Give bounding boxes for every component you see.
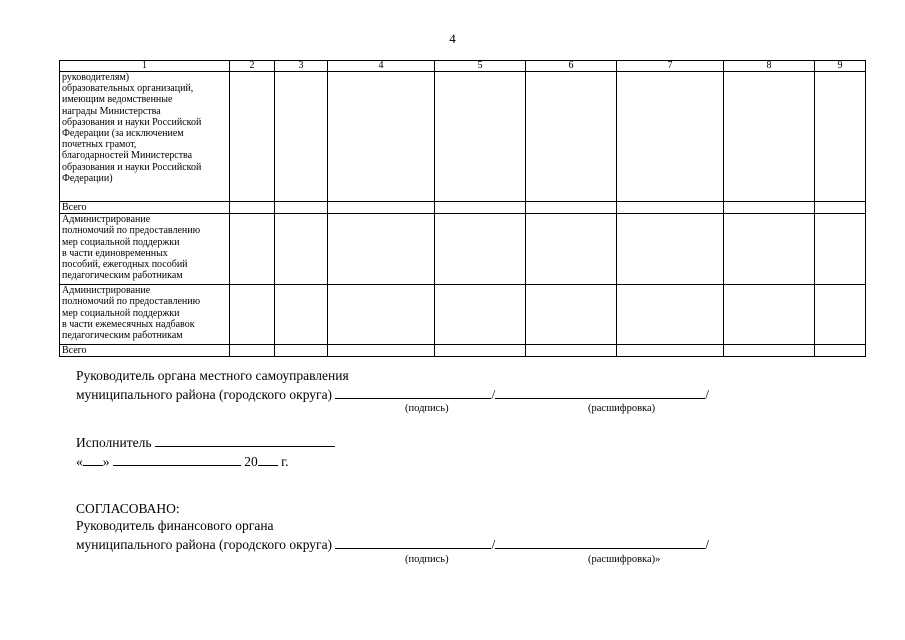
year-prefix: 20 <box>244 454 258 469</box>
table-cell <box>815 202 866 214</box>
decode-caption: (расшифровка)» <box>588 554 661 565</box>
table-cell <box>526 285 617 345</box>
table-cell <box>724 214 815 285</box>
executor-blank[interactable] <box>155 434 335 447</box>
table-cell <box>435 214 526 285</box>
row-label: Всего <box>60 345 230 357</box>
row-label: руководителям) образовательных организаций, имеющим ведомственные награды Министерства образования и науки Российской Федерации (за исключением почетных грамот, благодарностей Министерства образования и науки Российской Федерации) <box>60 72 230 202</box>
slash-separator: / <box>705 387 709 402</box>
table-row <box>60 202 866 214</box>
signature-blank[interactable] <box>335 536 491 549</box>
table-cell <box>435 345 526 357</box>
table-cell <box>724 345 815 357</box>
table-cell <box>275 285 328 345</box>
signature-line-1 <box>76 386 709 403</box>
column-header: 4 <box>328 61 435 72</box>
table-cell <box>328 214 435 285</box>
table-cell <box>435 202 526 214</box>
table-cell <box>617 214 724 285</box>
table-cell <box>230 285 275 345</box>
page-number: 4 <box>449 31 456 46</box>
table-cell <box>230 214 275 285</box>
table-row <box>60 214 866 285</box>
table-cell <box>275 214 328 285</box>
municipal-district-label: муниципального района (городского округа) <box>76 387 333 402</box>
column-header: 5 <box>435 61 526 72</box>
executor-label: Исполнитель <box>76 435 152 450</box>
row-label: Администрирование полномочий по предоставлению мер социальной поддержки в части ежемесячных надбавок педагогическим работникам <box>60 285 230 345</box>
table-cell <box>617 285 724 345</box>
table-row <box>60 345 866 357</box>
table-cell <box>230 72 275 202</box>
day-blank[interactable] <box>83 453 103 466</box>
table-cell <box>230 345 275 357</box>
table-cell <box>328 202 435 214</box>
column-header: 9 <box>815 61 866 72</box>
signature-line-2 <box>76 536 709 553</box>
date-open-quote: « <box>76 454 83 469</box>
month-blank[interactable] <box>113 453 241 466</box>
column-header: 8 <box>724 61 815 72</box>
head-of-local-government-label: Руководитель органа местного самоуправления <box>76 368 349 383</box>
table-cell <box>526 345 617 357</box>
year-blank[interactable] <box>258 453 278 466</box>
decode-blank[interactable] <box>495 536 705 549</box>
column-header: 2 <box>230 61 275 72</box>
column-header: 7 <box>617 61 724 72</box>
table-cell <box>724 202 815 214</box>
table-cell <box>815 214 866 285</box>
table-cell <box>328 345 435 357</box>
row-label: Всего <box>60 202 230 214</box>
table-cell <box>275 345 328 357</box>
table-cell <box>526 72 617 202</box>
signature-caption: (подпись) <box>405 403 449 414</box>
column-header: 6 <box>526 61 617 72</box>
signature-blank[interactable] <box>335 386 491 399</box>
table-cell <box>275 202 328 214</box>
table-cell <box>815 285 866 345</box>
table-row <box>60 72 866 202</box>
table-cell <box>230 202 275 214</box>
year-suffix: г. <box>281 454 289 469</box>
municipal-district-label: муниципального района (городского округа) <box>76 537 333 552</box>
table-cell <box>815 345 866 357</box>
decode-caption: (расшифровка) <box>588 403 656 414</box>
agreed-label: СОГЛАСОВАНО: <box>76 501 180 516</box>
table-cell <box>435 72 526 202</box>
table-cell <box>724 72 815 202</box>
slash-separator: / <box>491 387 496 402</box>
slash-separator: / <box>491 537 496 552</box>
table-cell <box>724 285 815 345</box>
table-cell <box>617 72 724 202</box>
table-cell <box>617 345 724 357</box>
date-line <box>76 453 289 470</box>
head-of-finance-label: Руководитель финансового органа <box>76 518 274 533</box>
table-cell <box>275 72 328 202</box>
table-cell <box>328 285 435 345</box>
data-table <box>59 60 866 357</box>
table-cell <box>617 202 724 214</box>
table-cell <box>526 202 617 214</box>
table-row <box>60 285 866 345</box>
signature-caption: (подпись) <box>405 554 449 565</box>
decode-blank[interactable] <box>495 386 705 399</box>
table-cell <box>328 72 435 202</box>
date-close-quote: » <box>102 454 110 469</box>
table-cell <box>526 214 617 285</box>
executor-line <box>76 434 335 451</box>
table-header-row <box>60 61 866 72</box>
row-label: Администрирование полномочий по предоставлению мер социальной поддержки в части единовременных пособий, ежегодных пособий педагогическим работникам <box>60 214 230 285</box>
table-cell <box>435 285 526 345</box>
column-header: 1 <box>60 61 230 72</box>
column-header: 3 <box>275 61 328 72</box>
table-cell <box>815 72 866 202</box>
slash-separator: / <box>705 537 709 552</box>
